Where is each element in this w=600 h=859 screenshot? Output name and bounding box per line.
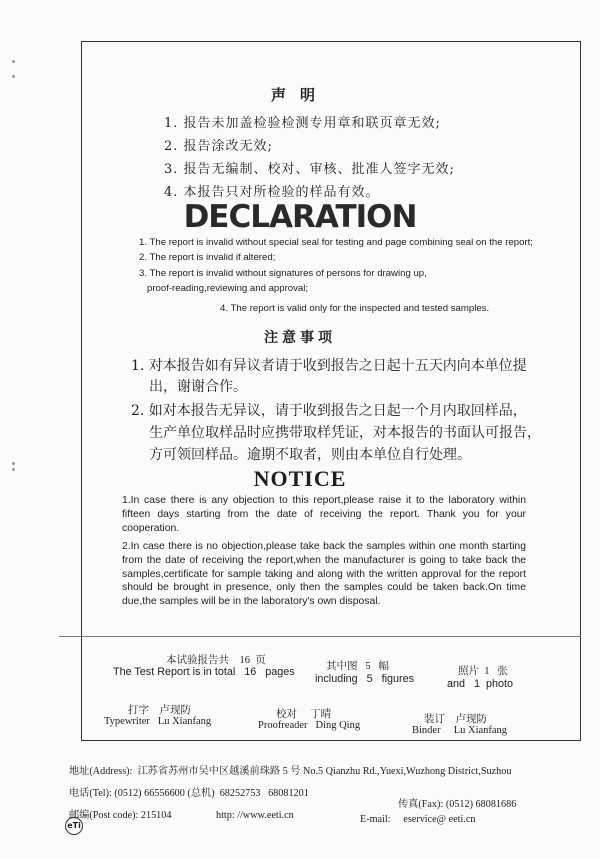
footer-post-code: 邮编(Post code): 215104 — [69, 810, 172, 821]
cn-declaration-title: 声明 — [270, 86, 329, 104]
cn-notice-item: 2. 如对本报告无异议，请于收到报告之日起一个月内取回样品， — [131, 403, 527, 419]
eti-logo: eTi — [65, 817, 83, 835]
summary-photos-cn: 照片 1 张 — [458, 666, 508, 677]
en-declaration-item: proof-reading,reviewing and approval; — [147, 283, 309, 294]
cn-declaration-item: 1. 报告未加盖检验检测专用章和联页章无效; — [164, 116, 441, 131]
section-separator — [59, 636, 581, 637]
footer-email: E-mail: eservice@ eeti.cn — [360, 814, 476, 825]
footer-tel: 电话(Tel): (0512) 66556600 (总机) 68252753 68081201 — [69, 788, 309, 799]
cn-notice-item: 出，谢谢合作。 — [149, 379, 247, 395]
footer-address: 地址(Address): 江苏省苏州市吴中区越溪前珠路 5 号 No.5 Qianzhu Rd.,Yuexi,Wuzhong District,Suzhou — [69, 766, 512, 777]
cn-declaration-item: 4. 本报告只对所检验的样品有效。 — [164, 185, 380, 200]
typewriter-cn: 打字 卢现防 — [128, 705, 191, 716]
summary-total-cn: 本试验报告共 16 页 — [166, 655, 266, 666]
footer-website: http: //www.eeti.cn — [216, 810, 294, 821]
binding-hole — [12, 462, 15, 465]
en-declaration-item: 4. The report is valid only for the inspected and tested samples. — [220, 303, 490, 314]
en-declaration-item: 1. The report is invalid without special seal for testing and page combining seal on the report; — [139, 237, 533, 248]
en-declaration-title: DECLARATION — [183, 199, 417, 235]
cn-declaration-item: 3. 报告无编制、校对、审核、批准人签字无效; — [164, 162, 455, 177]
en-declaration-item: 2. The report is invalid if altered; — [139, 252, 276, 263]
cn-notice-title: 注意事项 — [264, 330, 336, 346]
binder-en: Binder Lu Xianfang — [412, 725, 508, 736]
summary-figures-en: including 5 figures — [315, 673, 415, 685]
en-notice-item: 2.In case there is no objection,please take back the samples within one month starting from the date of receiving the report,when the manufacturer is going to take back the samples,certificate for sample taking and along with the written approval for the report should be brought in presence, only then the samples could be taken back.On time due,the samples will be in the laboratory's own disposal. — [122, 541, 526, 608]
en-notice-title: NOTICE — [253, 466, 347, 491]
binder-cn: 装订 卢现防 — [424, 714, 487, 725]
cn-declaration-item: 2. 报告涂改无效; — [164, 139, 273, 154]
typewriter-en: Typewriter Lu Xianfang — [104, 716, 212, 727]
en-declaration-item: 3. The report is invalid without signatures of persons for drawing up, — [139, 268, 427, 279]
binding-hole — [12, 60, 15, 63]
footer-fax: 传真(Fax): (0512) 68081686 — [398, 799, 517, 810]
cn-notice-item: 方可领回样品。逾期不取者，则由本单位自行处理。 — [149, 447, 471, 463]
en-notice-item: 1.In case there is any objection to this report,please raise it to the laboratory within fifteen days starting from the date of receiving the report. Thank you for your cooperation. — [122, 495, 526, 534]
summary-figures-cn: 其中图 5 幅 — [326, 661, 389, 672]
binding-hole — [12, 75, 15, 78]
summary-photos-en: and 1 photo — [447, 678, 514, 690]
summary-total-en: The Test Report is in total 16 pages — [113, 666, 295, 678]
cn-notice-item: 生产单位取样品时应携带取样凭证，对本报告的书面认可报告， — [149, 425, 541, 441]
cn-notice-item: 1. 对本报告如有异议者请于收到报告之日起十五天内向本单位提 — [131, 358, 527, 374]
proofreader-cn: 校对 丁晴 — [276, 709, 332, 720]
proofreader-en: Proofreader Ding Qing — [258, 720, 361, 731]
